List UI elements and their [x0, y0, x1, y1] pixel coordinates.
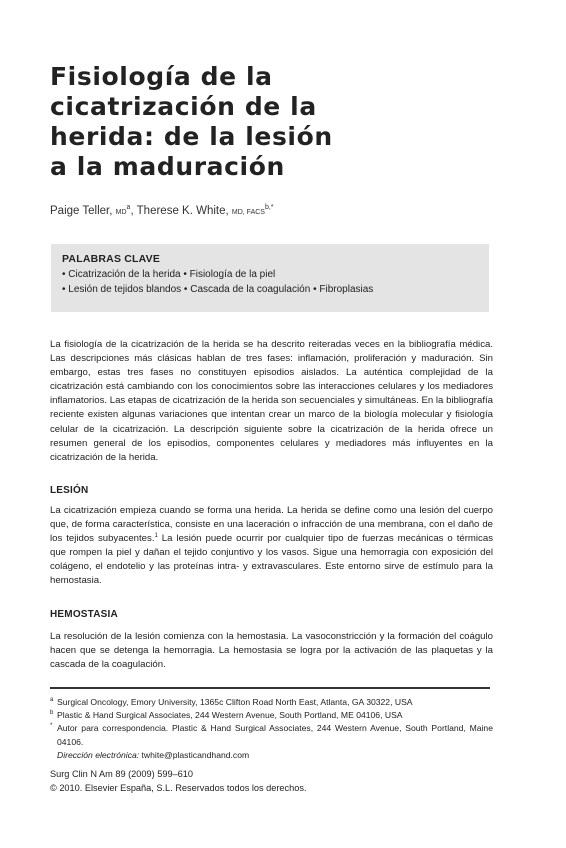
title-line: herida: de la lesión: [50, 122, 333, 151]
journal-info: [50, 768, 493, 795]
footnote-mark: b: [50, 710, 54, 717]
section-heading-hemostasia: HEMOSTASIA: [50, 609, 118, 620]
keyword: • Cicatrización de la herida: [62, 269, 181, 280]
keyword: • Cascada de la coagulación: [181, 284, 310, 295]
footnote-text: Autor para correspondencia. Plastic & Hand Surgical Associates, 244 Western Avenue, South Portland, Maine 04106.: [57, 723, 493, 747]
email-address[interactable]: twhite@plasticandhand.com: [139, 749, 250, 760]
keywords-heading: PALABRAS CLAVE: [62, 253, 161, 265]
author-line: [50, 205, 510, 217]
keywords-line: [62, 284, 478, 295]
keyword: • Fisiología de la piel: [181, 269, 276, 280]
keyword: • Lesión de tejidos blandos: [62, 284, 181, 295]
title-line: a la maduración: [50, 152, 285, 181]
footnote-affiliation-b: [50, 709, 493, 722]
footnote-mark: a: [50, 697, 54, 703]
lesion-paragraph: [50, 504, 493, 589]
keyword: • Fibroplasias: [310, 284, 373, 295]
lesion-text: La cicatrización empieza cuando se forma una herida. La herida se define como una lesión del cuerpo que, de forma característica, consiste en una laceración o infracción de una membrana, con el daño de los tejidos subyacentes.: [50, 505, 493, 545]
footnote-affiliation-a: [50, 696, 493, 709]
footnote-correspondence: [50, 722, 493, 748]
title-line: Fisiología de la: [50, 62, 273, 91]
footnote-email: [50, 749, 493, 762]
author-name: Therese K. White,: [136, 205, 229, 217]
footnote-divider: [50, 687, 490, 689]
author-degree: MD, FACS: [231, 209, 265, 216]
article-title: [50, 62, 350, 182]
author-degree: MD: [115, 209, 127, 216]
copyright-notice: © 2010. Elsevier España, S.L. Reservados todos los derechos.: [50, 782, 307, 793]
email-label: Dirección electrónica:: [57, 749, 140, 760]
lesion-text: La lesión puede ocurrir por cualquier tipo de fuerzas mecánicas o térmicas que rompen la piel y dañan el tejido conjuntivo y los vasos. Sigue una hemorragia con exposición del colágeno, el endotelio y las proteínas intra- y extravasculares. Este entorno sirve de estímulo para la hemostasia.: [50, 533, 493, 587]
footnotes: [50, 696, 493, 762]
section-heading-lesion: LESIÓN: [50, 485, 89, 496]
footnote-text: Plastic & Hand Surgical Associates, 244 Western Avenue, South Portland, ME 04106, USA: [57, 710, 403, 721]
affiliation-mark: a: [126, 204, 131, 212]
footnote-mark: *: [50, 723, 53, 730]
intro-paragraph: La fisiología de la cicatrización de la herida se ha descrito reiteradas veces en la bibliografía médica. Las descripciones más clásicas hablan de tres fases: inflamación, proliferación y maduración. Sin embargo, estas tres fases no constituyen episodios aislados. La auténtica complejidad de la cicatrización está cambiando con los conocimientos sobre las interacciones celulares y los mediadores inflamatorios. Las etapas de cicatrización de la herida son secuenciales y simultáneas. En la bibliografía reciente existen algunas variaciones que intentan crear un marco de la biología molecular y fisiología celular de la cicatrización. La descripción siguiente sobre la cicatrización de la herida ofrece un resumen general de los episodios, componentes celulares y mediadores más influyentes en la cicatrización de la herida.: [50, 339, 493, 463]
author-separator: ,: [130, 205, 134, 217]
keywords-line: [62, 269, 478, 280]
reference-mark: 1: [154, 533, 158, 539]
title-line: cicatrización de la: [50, 92, 317, 121]
hemostasia-paragraph: La resolución de la lesión comienza con la hemostasia. La vasoconstricción y la formación del coágulo hacen que se detenga la hemorragia. La hemostasia se logra por la activación de las plaquetas y la cascada de la coagulación.: [50, 631, 493, 671]
journal-citation: Surg Clin N Am 89 (2009) 599–610: [50, 769, 194, 779]
author-name: Paige Teller,: [50, 205, 113, 217]
keywords-box: [51, 244, 489, 312]
footnote-text: Surgical Oncology, Emory University, 1365c Clifton Road North East, Atlanta, GA 30322, USA: [57, 697, 413, 707]
affiliation-mark: b,*: [264, 204, 274, 212]
